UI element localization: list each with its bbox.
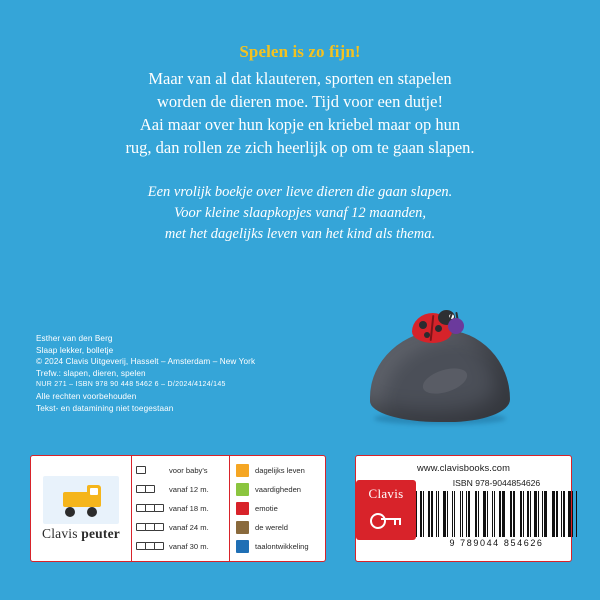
truck-window [90,488,98,495]
colophon-nur-isbn: NUR 271 – ISBN 978 90 448 5462 6 – D/2024/4124/145 [36,381,226,389]
ladybug-spot [419,321,427,329]
rock-highlight [420,363,471,398]
truck-wheel [87,507,97,517]
theme-swatch-dagelijks-leven [236,464,249,477]
blurb-line: worden de dieren moe. Tijd voor een dutje! [157,92,443,111]
theme-label: dagelijks leven [255,466,305,475]
colophon-rights: Alle rechten voorbehouden [36,391,137,401]
publisher-name: Clavis [368,486,404,501]
theme-swatch-taalontwikkeling [236,540,249,553]
age-label: vanaf 30 m. [169,542,209,551]
car-level-2-icon [136,484,164,495]
age-row [136,461,229,480]
headline-block [0,42,600,159]
theme-swatch-emotie [236,502,249,515]
colophon [36,333,255,414]
theme-swatch-vaardigheden [236,483,249,496]
theme-swatch-de-wereld [236,521,249,534]
isbn-label: ISBN 978-9044854626 [452,478,541,488]
car-level-3-icon [136,503,164,514]
barcode-column [416,476,585,554]
description-line: Een vrolijk boekje over lieve dieren die gaan slapen. [147,184,453,200]
barcode-icon [416,491,577,537]
website-url[interactable]: www.clavisbooks.com [416,462,511,473]
age-label: vanaf 24 m. [169,523,209,532]
theme-label: vaardigheden [255,485,302,494]
description-line: met het dagelijks leven van het kind als thema. [164,226,436,242]
colophon-keywords: Trefw.: slapen, dieren, spelen [36,368,146,378]
age-row [136,537,229,556]
age-row [136,499,229,518]
truck-wheel [65,507,75,517]
logo-label-light: Clavis [42,525,78,541]
clavis-publisher-logo [356,476,416,554]
clavis-peuter-logo [31,456,132,561]
theme-row [236,537,325,556]
yellow-truck-icon [43,476,119,524]
theme-row [236,499,325,518]
age-row [136,518,229,537]
age-label: vanaf 12 m. [169,485,209,494]
blurb-line: Maar van al dat klauteren, sporten en stapelen [148,69,452,88]
logo-label [42,526,120,542]
purple-beetle-icon [448,318,464,334]
rock-with-ladybug-illustration [352,300,542,440]
colophon-copyright: © 2024 Clavis Uitgeverij, Hasselt – Amsterdam – New York [36,357,256,367]
barcode-digits: 9 789044 854626 [449,538,544,548]
colophon-author: Esther van den Berg [36,334,113,343]
blurb-text [0,67,600,159]
theme-label: taalontwikkeling [255,542,309,551]
theme-colors-column [230,456,325,561]
age-label: voor baby's [169,466,208,475]
blurb-line: rug, dan rollen ze zich heerlijk op om te gaan slapen. [125,138,475,157]
ladybug-spot [424,332,430,338]
car-level-1-icon [136,465,164,476]
colophon-title: Slaap lekker, bolletje [36,345,114,355]
description-text [0,182,600,245]
theme-label: emotie [255,504,278,513]
car-level-4-icon [136,522,164,533]
key-icon [370,510,402,528]
theme-label: de wereld [255,523,288,532]
age-label: vanaf 18 m. [169,504,209,513]
car-level-5-icon [136,541,164,552]
clavis-legend-box [30,455,326,562]
colophon-datamining: Tekst- en datamining niet toegestaan [36,403,174,413]
blurb-line: Aai maar over hun kopje en kriebel maar op hun [139,115,461,134]
ladybug-spot [435,325,442,332]
theme-row [236,480,325,499]
page-title: Spelen is zo fijn! [239,42,361,61]
theme-row [236,461,325,480]
age-levels-column [132,456,230,561]
isbn-panel [355,455,572,562]
theme-row [236,518,325,537]
description-line: Voor kleine slaapkopjes vanaf 12 maanden, [173,205,427,221]
logo-label-bold: peuter [81,525,120,541]
age-row [136,480,229,499]
